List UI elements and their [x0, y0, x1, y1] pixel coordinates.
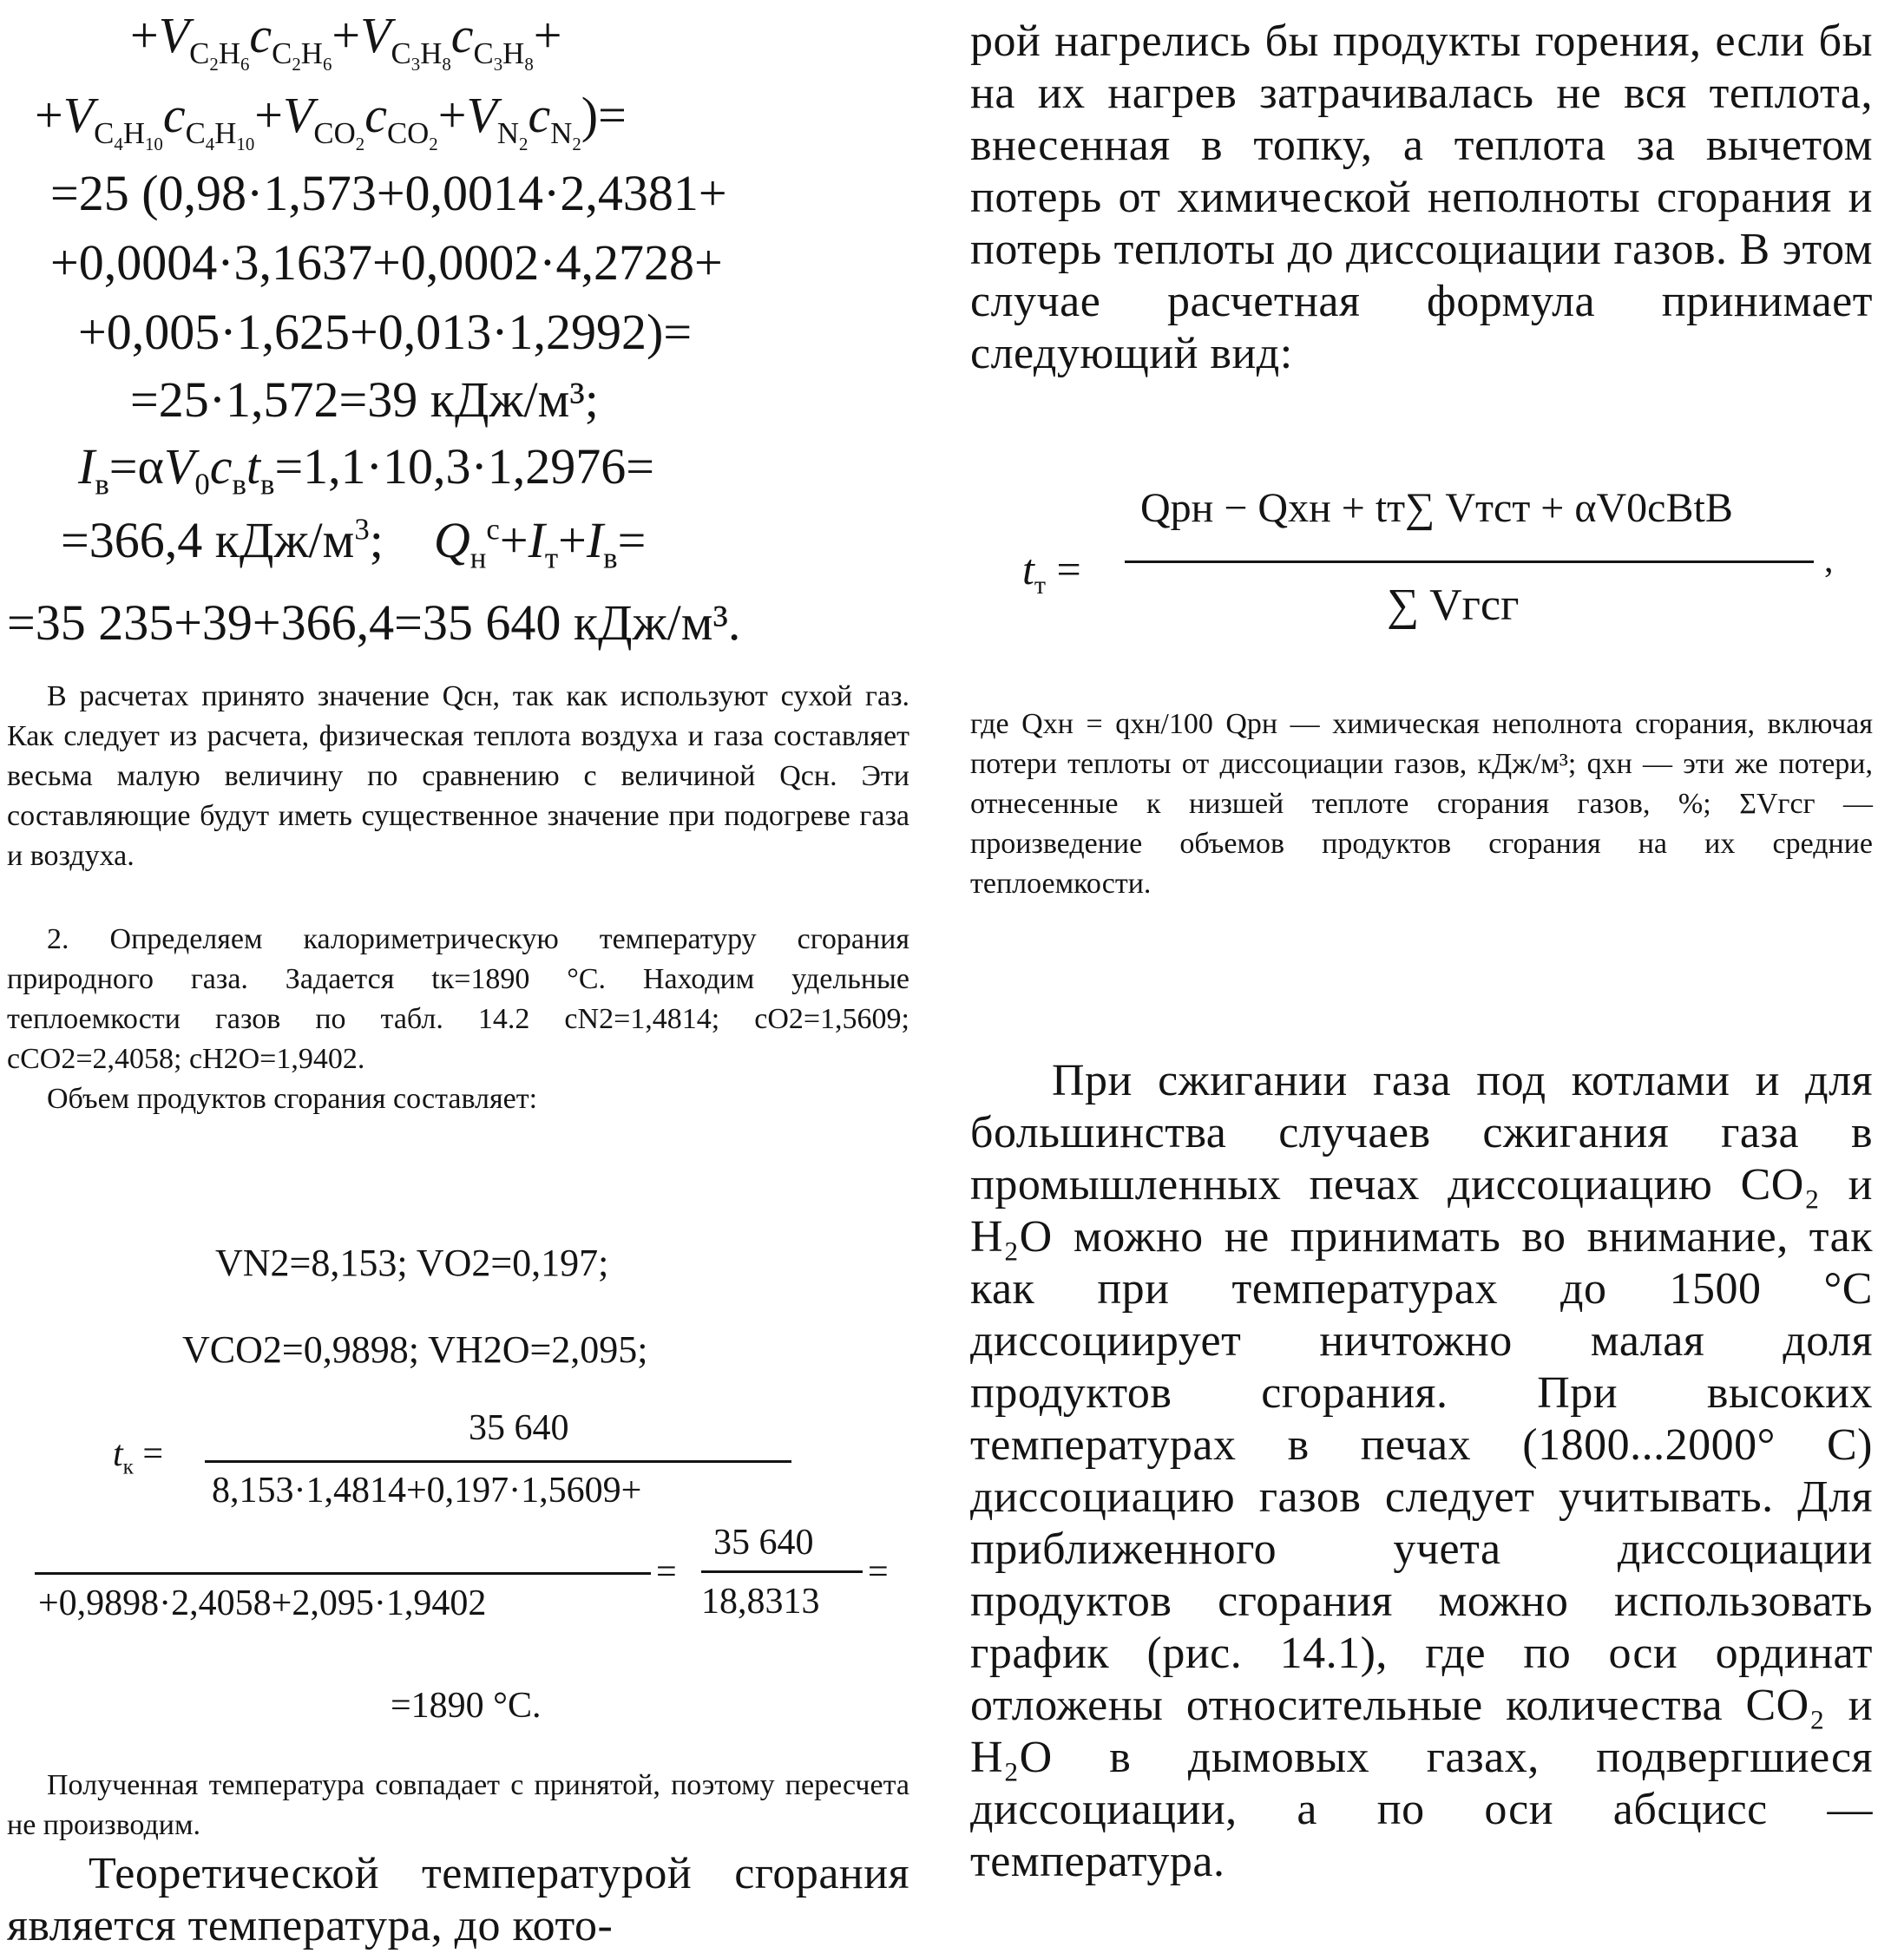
paragraph-dry-gas: В расчетах принято значение Qсн, так как используют сухой газ. Как следует из расчета, физическая теплота воздуха и газа составляет весьма малую величину по сравнению с величиной Qсн. Эти составляющие будут иметь существенное значение при подогреве газа и воздуха.: [7, 680, 909, 872]
equals-sign-2: =: [868, 1552, 889, 1592]
equation-line-5: +0,005·1,625+0,013·1,2992)=: [78, 304, 693, 360]
paragraph-theoretical-cont: рой нагрелись бы продукты горения, если бы на их нагрев затрачивалась не вся теплота, внесенная в топку, а теплота за вычетом потерь от химической неполноты сгорания и потерь теплоты до диссоциации газов. В этом случае расчетная формула принимает следующий вид:: [970, 16, 1873, 378]
formula-bar: [1125, 560, 1814, 563]
equation-line-1: $+V_{C_2H_6}c_{C_2H_6}+V_{C_3H_8}c_{C_3H_8}+$: [130, 7, 562, 75]
paragraph-calorimetric: 2. Определяем калориметрическую температуру сгорания природного газа. Задается tк=1890 °C. Находим удельные теплоемкости газов по табл. 14.2 cN2=1,4814; cO2=1,5609; cCO2=2,4058; cH2O=1,9402. Объем продуктов сгорания составляет:: [7, 923, 909, 1115]
tk-frac-num: 35 640: [713, 1523, 814, 1563]
equation-line-6: =25·1,572=39 кДж/м³;: [130, 371, 599, 428]
equals-sign: =: [656, 1552, 677, 1592]
tt-label: $t_т$ =: [1022, 545, 1081, 600]
tk-label: $t_к$ =: [113, 1434, 164, 1479]
paragraph-result: Полученная температура совпадает с принятой, поэтому пересчета не производим.: [7, 1769, 909, 1841]
tk-frac-bar: [701, 1570, 863, 1573]
tk-result: =1890 °C.: [391, 1686, 542, 1726]
equation-line-9: =35 235+39+366,4=35 640 кДж/м³.: [7, 594, 741, 651]
paragraph-dissociation: При сжигании газа под котлами и для большинства случаев сжигания газа в промышленных печах диссоциацию CO₂ и H₂O можно не принимать во внимание, так как при температурах до 1500 °C диссоциирует ничтожно малая доля продуктов сгорания. При высоких температурах в печах (1800...2000° C) диссоциацию газов следует учитывать. Для приближенного учета диссоциации продуктов сгорания можно использовать график (рис. 14.1), где по оси ординат отложены относительные количества CO₂ и H₂O в дымовых газах, подвергшиеся диссоциации, а по оси абсцисс — температура.: [970, 1056, 1873, 1886]
tk-fraction-bar-2: [35, 1572, 651, 1575]
equation-line-2: $+V_{C_4H_{10}}c_{C_4H_{10}}+V_{CO_2}c_{CO_2}+V_{N_2}c_{N_2})=$: [35, 87, 627, 154]
equation-line-4: +0,0004·3,1637+0,0002·4,2728+: [50, 234, 723, 291]
paragraph-where: где Qхн = qхн/100 Qрн — химическая неполнота сгорания, включая потери теплоты от диссоциации газов, кДж/м³; qхн — эти же потери, отнесенные к низшей теплоте сгорания газов, %; ΣVгcг — произведение объемов продуктов сгорания на их средние теплоемкости.: [970, 708, 1873, 900]
tk-denominator-2: +0,9898·2,4058+2,095·1,9402: [38, 1583, 487, 1623]
tk-numerator: 35 640: [469, 1408, 569, 1448]
equation-line-3: =25 (0,98·1,573+0,0014·2,4381+: [50, 165, 727, 221]
volumes-line-1: VN2=8,153; VO2=0,197;: [215, 1242, 609, 1284]
formula-comma: ,: [1824, 541, 1834, 580]
equation-line-8: =366,4 кДж/$м^3$; $Q_н^с+I_т+I_в=$: [61, 512, 647, 575]
equation-line-7: $I_в=\alpha V_0c_вt_в=1,1\cdot 10,3\cdot 1,2976=$: [78, 438, 655, 501]
formula-denominator: ∑ Vгcг: [1387, 580, 1520, 630]
tk-frac-den: 18,8313: [701, 1582, 820, 1622]
volumes-line-2: VCO2=0,9898; VH2O=2,095;: [182, 1328, 648, 1371]
formula-numerator: Qрн − Qхн + tт∑ Vтcт + αV0cВtВ: [1140, 485, 1733, 531]
tk-fraction-bar: [205, 1460, 791, 1463]
paragraph-theoretical: Теоретической температурой сгорания является температура, до кото-: [7, 1849, 909, 1950]
tk-denominator-1: 8,153·1,4814+0,197·1,5609+: [212, 1471, 642, 1511]
